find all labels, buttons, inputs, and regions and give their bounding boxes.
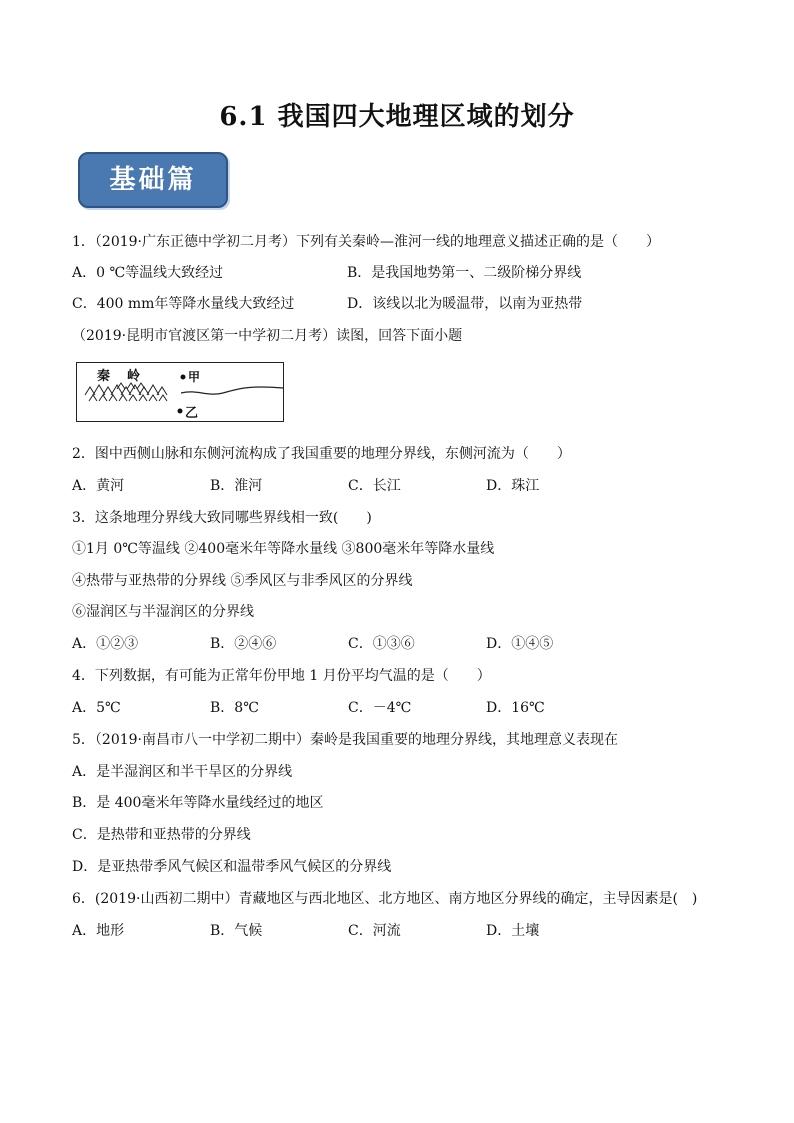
- point-yi-marker: [178, 409, 183, 414]
- section-badge: 基础篇: [78, 152, 228, 208]
- q4-option-d[interactable]: D．16℃: [486, 700, 545, 716]
- page-title: 6.1 我国四大地理区域的划分: [219, 102, 575, 132]
- q3-option-c[interactable]: C．①③⑥: [348, 636, 415, 652]
- q1-option-b[interactable]: B．是我国地势第一、二级阶梯分界线: [347, 265, 582, 281]
- q1-option-d[interactable]: D．该线以北为暖温带，以南为亚热带: [347, 296, 583, 312]
- q3-stem: 3．这条地理分界线大致同哪些界线相一致( ): [72, 510, 372, 526]
- q3-statements-line1: ①1月 0℃等温线 ②400毫米年等降水量线 ③800毫米年等降水量线: [72, 541, 495, 557]
- q5-option-b[interactable]: B．是 400毫米年等降水量线经过的地区: [72, 795, 324, 811]
- group-intro: （2019·昆明市官渡区第一中学初二月考）读图，回答下面小题: [72, 328, 463, 344]
- mountain-label: 秦 岭: [97, 369, 143, 384]
- q6-option-a[interactable]: A．地形: [72, 923, 125, 939]
- point-jia-marker: [181, 375, 186, 380]
- q5-option-c[interactable]: C．是热带和亚热带的分界线: [72, 827, 251, 843]
- q6-stem: 6．(2019·山西初二期中）青藏地区与西北地区、北方地区、南方地区分界线的确定，主导因素是( ): [72, 891, 698, 907]
- q5-stem: 5．（2019·南昌市八一中学初二期中）秦岭是我国重要的地理分界线，其地理意义表现在: [72, 732, 618, 748]
- q4-option-a[interactable]: A．5℃: [72, 700, 121, 716]
- q4-option-b[interactable]: B．8℃: [210, 700, 259, 716]
- q3-statements-line2: ④热带与亚热带的分界线 ⑤季风区与非季风区的分界线: [72, 573, 413, 589]
- q3-option-a[interactable]: A．①②③: [72, 636, 139, 652]
- q2-stem: 2．图中西侧山脉和东侧河流构成了我国重要的地理分界线，东侧河流为（ ）: [72, 446, 571, 462]
- q1-stem: 1．（2019·广东正德中学初二月考）下列有关秦岭—淮河一线的地理意义描述正确的是（ ）: [72, 234, 660, 250]
- q2-option-d[interactable]: D．珠江: [486, 478, 540, 494]
- point-yi-label: 乙: [185, 406, 199, 421]
- q5-option-d[interactable]: D．是亚热带季风气候区和温带季风气候区的分界线: [72, 859, 392, 875]
- point-jia-label: 甲: [188, 370, 201, 384]
- q3-option-b[interactable]: B．②④⑥: [210, 636, 277, 652]
- q2-option-b[interactable]: B．淮河: [210, 478, 263, 494]
- q4-stem: 4．下列数据，有可能为正常年份甲地 1 月份平均气温的是（ ）: [72, 668, 491, 684]
- q6-option-d[interactable]: D．土壤: [486, 923, 540, 939]
- q3-option-d[interactable]: D．①④⑤: [486, 636, 554, 652]
- q4-option-c[interactable]: C．－4℃: [348, 700, 412, 716]
- q5-option-a[interactable]: A．是半湿润区和半干旱区的分界线: [72, 764, 293, 780]
- qinling-map-figure: [76, 362, 284, 422]
- q3-statements-line3: ⑥湿润区与半湿润区的分界线: [72, 604, 254, 620]
- q1-option-c[interactable]: C．400 mm年等降水量线大致经过: [72, 296, 295, 312]
- q6-option-b[interactable]: B．气候: [210, 923, 263, 939]
- q6-option-c[interactable]: C．河流: [348, 923, 401, 939]
- q2-option-a[interactable]: A．黄河: [72, 478, 125, 494]
- q1-option-a[interactable]: A．0 ℃等温线大致经过: [72, 265, 224, 281]
- q2-option-c[interactable]: C．长江: [348, 478, 401, 494]
